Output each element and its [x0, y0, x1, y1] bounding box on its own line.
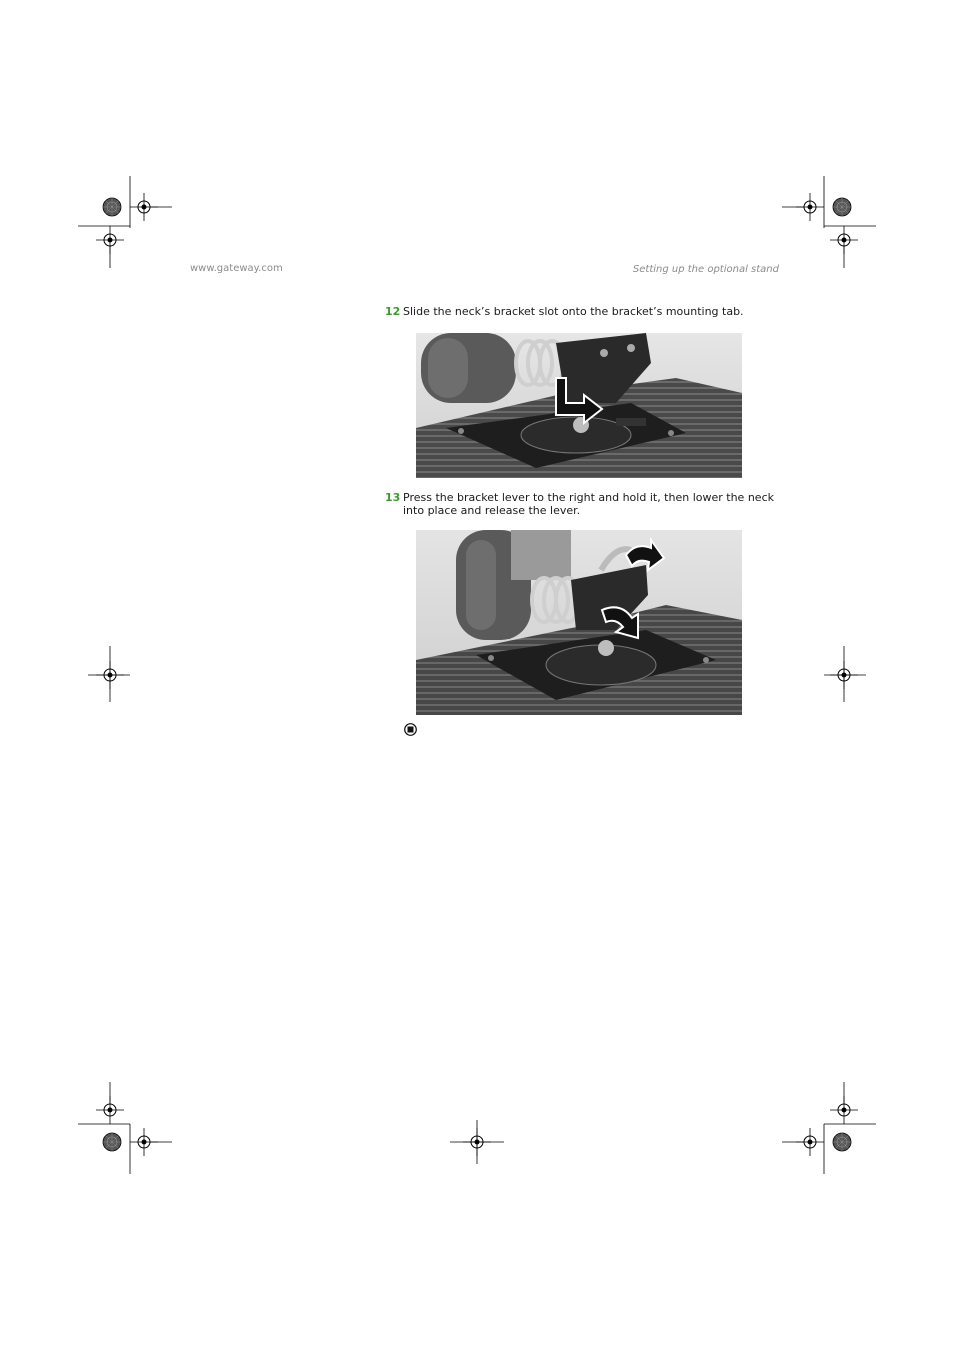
- step-12: [385, 305, 785, 319]
- header-website: www.gateway.com: [190, 263, 283, 274]
- step-13: [385, 491, 785, 519]
- step-number: 13: [385, 491, 401, 504]
- step-text: Press the bracket lever to the right and hold it, then lower the neck into place and release the lever.: [403, 491, 774, 517]
- end-of-procedure-icon: [404, 723, 417, 736]
- header-section-title: Setting up the optional stand: [632, 264, 779, 275]
- step-number: 12: [385, 305, 401, 318]
- figure-step-12-photo: [416, 333, 742, 478]
- step-text: Slide the neck’s bracket slot onto the bracket’s mounting tab.: [403, 305, 744, 318]
- figure-step-13-photo: [416, 530, 742, 715]
